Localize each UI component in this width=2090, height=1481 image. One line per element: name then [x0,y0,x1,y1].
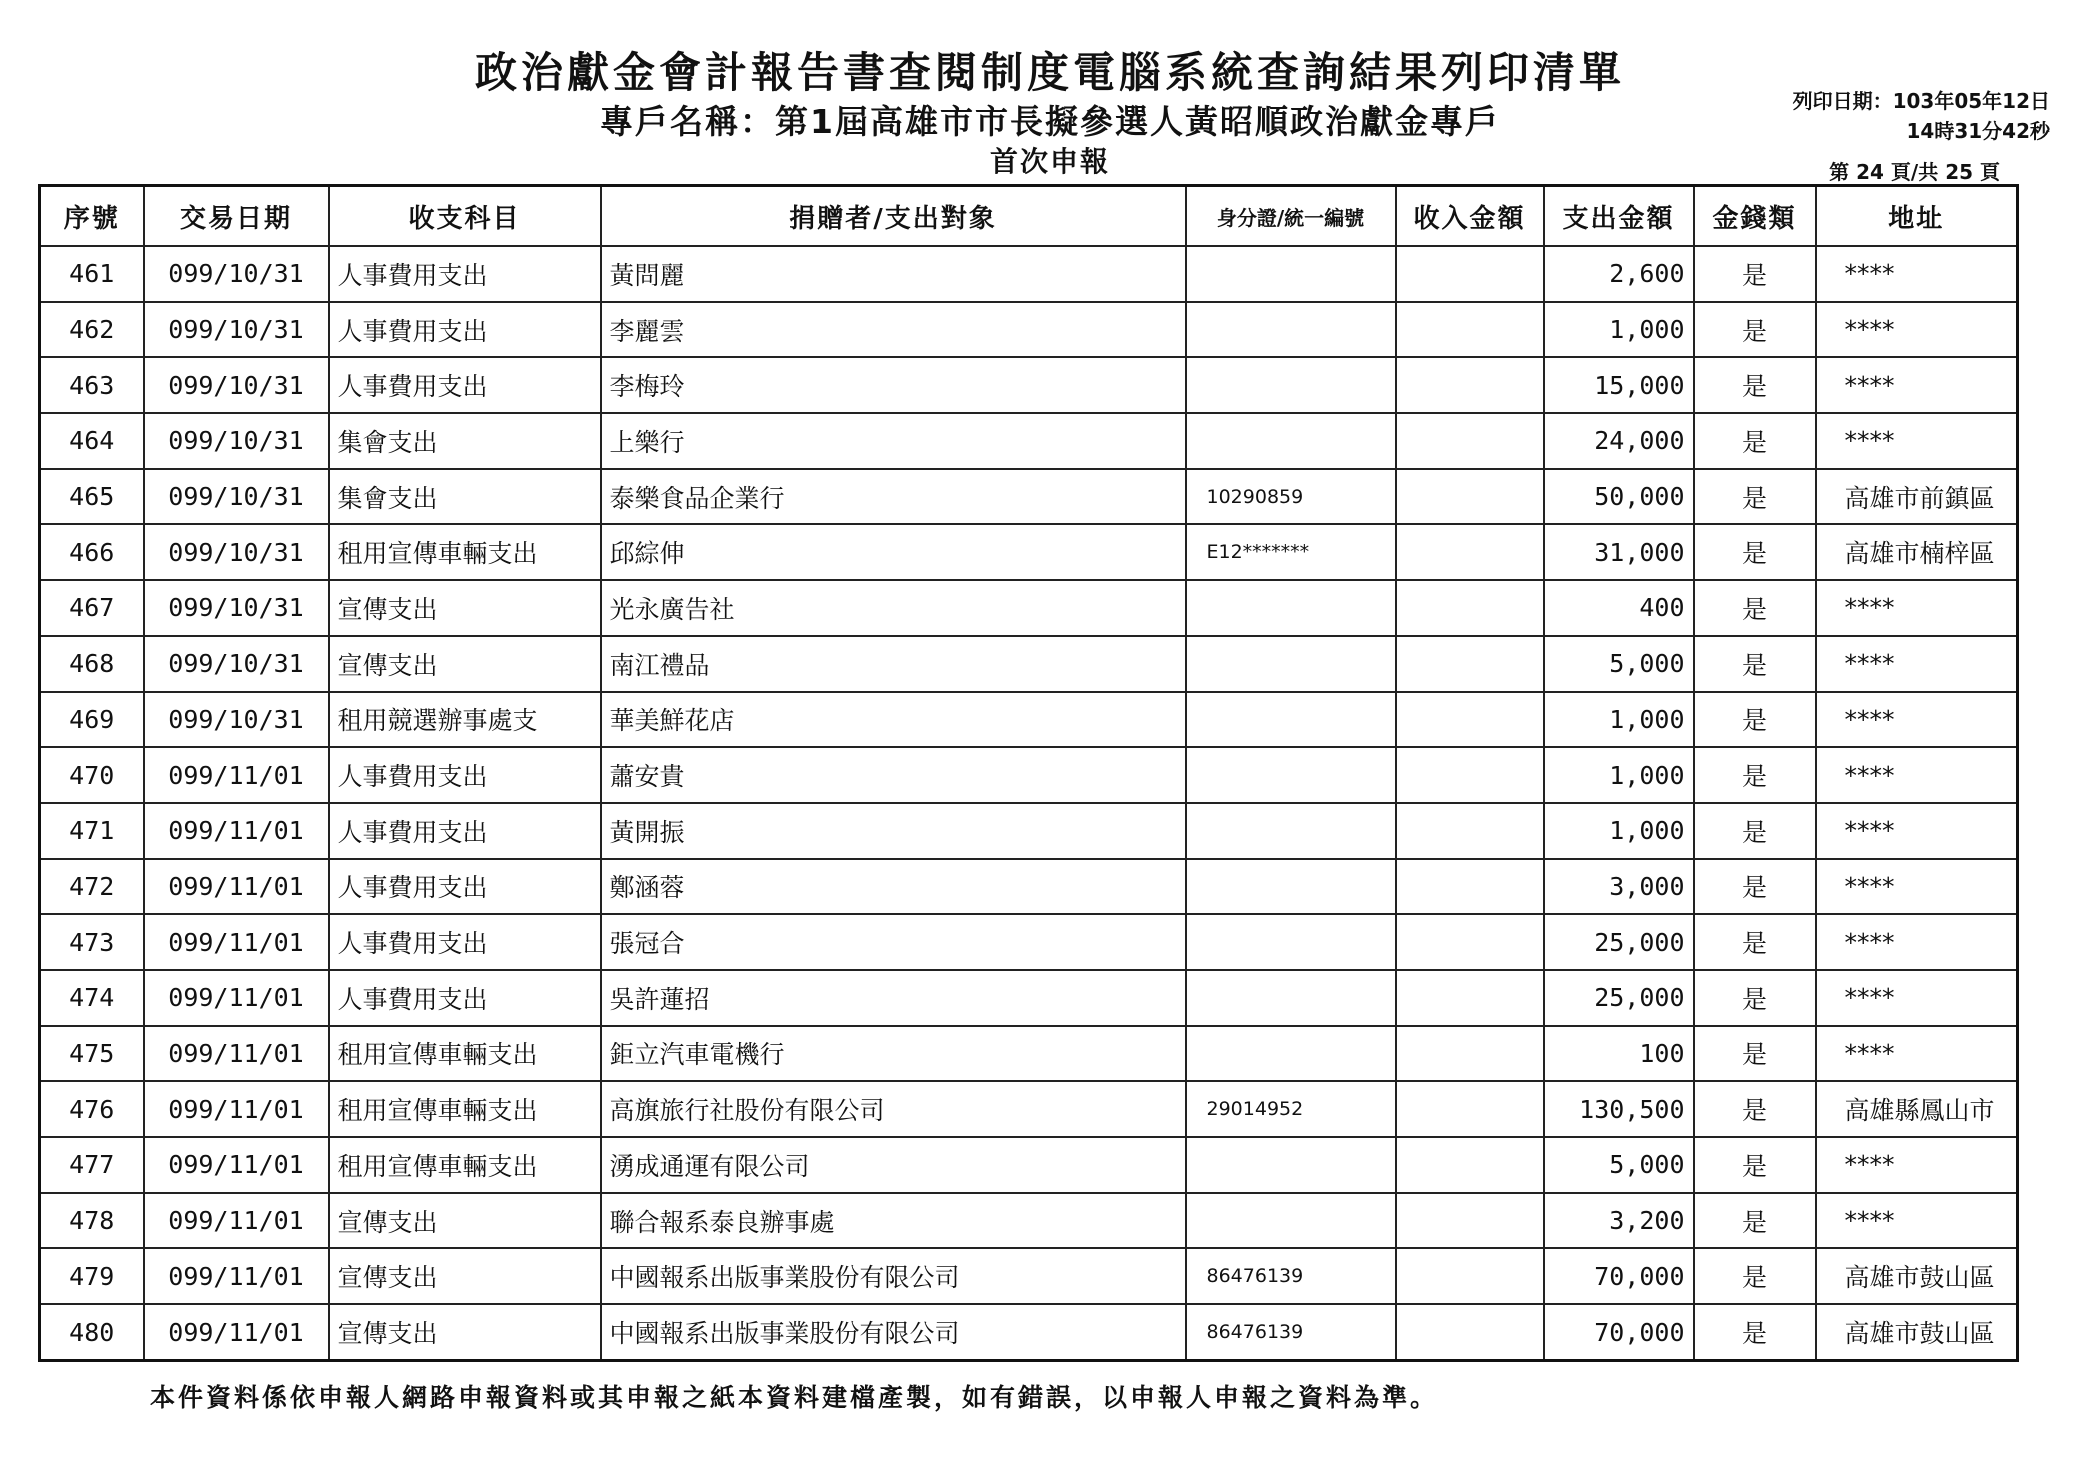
cell-category: 宣傳支出 [329,1248,601,1304]
table-row [40,747,2018,803]
cell-date: 099/11/01 [144,1193,329,1249]
cell-payee: 南江禮品 [601,636,1186,692]
cell-seq: 464 [40,413,144,469]
cell-monetary: 是 [1694,859,1816,915]
table-row [40,1081,2018,1137]
cell-monetary: 是 [1694,1193,1816,1249]
cell-payee: 湧成通運有限公司 [601,1137,1186,1193]
table-row [40,1137,2018,1193]
ledger-body [40,246,2018,1361]
cell-expense: 50,000 [1544,469,1694,525]
cell-income [1396,970,1544,1026]
table-row [40,859,2018,915]
cell-payee: 邱綜伸 [601,524,1186,580]
table-row [40,970,2018,1026]
cell-address: **** [1816,302,2018,358]
table-row [40,803,2018,859]
cell-id [1186,413,1396,469]
cell-seq: 466 [40,524,144,580]
cell-expense: 130,500 [1544,1081,1694,1137]
column-header-date: 交易日期 [144,186,329,247]
cell-address: **** [1816,580,2018,636]
cell-id [1186,970,1396,1026]
cell-date: 099/11/01 [144,803,329,859]
cell-address: **** [1816,803,2018,859]
cell-date: 099/10/31 [144,302,329,358]
cell-id [1186,747,1396,803]
cell-monetary: 是 [1694,524,1816,580]
cell-category: 人事費用支出 [329,747,601,803]
cell-date: 099/11/01 [144,914,329,970]
table-row [40,1248,2018,1304]
cell-expense: 25,000 [1544,970,1694,1026]
cell-expense: 1,000 [1544,747,1694,803]
cell-address: **** [1816,246,2018,302]
cell-monetary: 是 [1694,803,1816,859]
cell-category: 人事費用支出 [329,914,601,970]
ledger-table [38,184,2019,1362]
cell-date: 099/10/31 [144,692,329,748]
cell-address: 高雄市楠梓區 [1816,524,2018,580]
cell-seq: 463 [40,357,144,413]
cell-expense: 3,200 [1544,1193,1694,1249]
cell-id [1186,302,1396,358]
cell-monetary: 是 [1694,580,1816,636]
cell-category: 人事費用支出 [329,246,601,302]
cell-id [1186,246,1396,302]
cell-expense: 1,000 [1544,302,1694,358]
cell-monetary: 是 [1694,246,1816,302]
cell-date: 099/11/01 [144,1304,329,1360]
cell-expense: 24,000 [1544,413,1694,469]
cell-monetary: 是 [1694,747,1816,803]
footer-disclaimer: 本件資料係依申報人網路申報資料或其申報之紙本資料建檔產製，如有錯誤，以申報人申報之資料為準。 [150,1383,1439,1412]
cell-payee: 聯合報系泰良辦事處 [601,1193,1186,1249]
cell-id [1186,636,1396,692]
table-row [40,914,2018,970]
cell-id [1186,580,1396,636]
cell-payee: 吳許蓮招 [601,970,1186,1026]
cell-date: 099/10/31 [144,469,329,525]
cell-category: 租用宣傳車輛支出 [329,1137,601,1193]
cell-seq: 477 [40,1137,144,1193]
cell-payee: 黃問麗 [601,246,1186,302]
column-header-expense: 支出金額 [1544,186,1694,247]
cell-address: 高雄市鼓山區 [1816,1248,2018,1304]
cell-address: **** [1816,1026,2018,1082]
table-row [40,357,2018,413]
cell-income [1396,1304,1544,1360]
cell-payee: 高旗旅行社股份有限公司 [601,1081,1186,1137]
table-row [40,692,2018,748]
cell-payee: 中國報系出版事業股份有限公司 [601,1248,1186,1304]
cell-expense: 3,000 [1544,859,1694,915]
cell-category: 租用宣傳車輛支出 [329,524,601,580]
print-date: 列印日期：103年05年12日 [1792,89,2050,113]
cell-monetary: 是 [1694,469,1816,525]
cell-seq: 461 [40,246,144,302]
cell-monetary: 是 [1694,1137,1816,1193]
cell-expense: 5,000 [1544,636,1694,692]
page-number: 第 24 頁/共 25 頁 [1829,160,2000,184]
cell-payee: 黃開振 [601,803,1186,859]
cell-payee: 鄭涵蓉 [601,859,1186,915]
cell-date: 099/10/31 [144,636,329,692]
cell-address: 高雄市鼓山區 [1816,1304,2018,1360]
cell-income [1396,246,1544,302]
column-header-category: 收支科目 [329,186,601,247]
cell-expense: 70,000 [1544,1248,1694,1304]
cell-payee: 李梅玲 [601,357,1186,413]
cell-seq: 480 [40,1304,144,1360]
cell-income [1396,859,1544,915]
table-row [40,1026,2018,1082]
cell-monetary: 是 [1694,1081,1816,1137]
cell-seq: 462 [40,302,144,358]
cell-seq: 472 [40,859,144,915]
cell-monetary: 是 [1694,413,1816,469]
cell-payee: 泰樂食品企業行 [601,469,1186,525]
cell-expense: 70,000 [1544,1304,1694,1360]
cell-date: 099/10/31 [144,580,329,636]
cell-date: 099/11/01 [144,859,329,915]
cell-address: **** [1816,970,2018,1026]
cell-seq: 478 [40,1193,144,1249]
cell-payee: 中國報系出版事業股份有限公司 [601,1304,1186,1360]
cell-expense: 5,000 [1544,1137,1694,1193]
cell-seq: 471 [40,803,144,859]
column-header-id: 身分證/統一編號 [1186,186,1396,247]
table-row [40,580,2018,636]
cell-seq: 470 [40,747,144,803]
table-row [40,636,2018,692]
cell-id: 10290859 [1186,469,1396,525]
cell-monetary: 是 [1694,636,1816,692]
cell-date: 099/11/01 [144,1248,329,1304]
cell-payee: 上樂行 [601,413,1186,469]
cell-seq: 468 [40,636,144,692]
cell-payee: 張冠合 [601,914,1186,970]
cell-date: 099/11/01 [144,1137,329,1193]
cell-expense: 400 [1544,580,1694,636]
column-header-income: 收入金額 [1396,186,1544,247]
cell-category: 租用宣傳車輛支出 [329,1026,601,1082]
cell-income [1396,1081,1544,1137]
column-header-monetary: 金錢類 [1694,186,1816,247]
cell-income [1396,692,1544,748]
print-time: 14時31分42秒 [1906,119,2050,143]
cell-category: 人事費用支出 [329,803,601,859]
cell-date: 099/10/31 [144,246,329,302]
cell-income [1396,1026,1544,1082]
cell-payee: 李麗雲 [601,302,1186,358]
cell-id [1186,692,1396,748]
cell-income [1396,803,1544,859]
cell-payee: 鉅立汽車電機行 [601,1026,1186,1082]
cell-category: 集會支出 [329,413,601,469]
cell-category: 集會支出 [329,469,601,525]
cell-id: 86476139 [1186,1304,1396,1360]
column-header-seq: 序號 [40,186,144,247]
cell-monetary: 是 [1694,970,1816,1026]
cell-date: 099/10/31 [144,413,329,469]
cell-category: 人事費用支出 [329,859,601,915]
cell-income [1396,1193,1544,1249]
cell-address: **** [1816,692,2018,748]
cell-date: 099/10/31 [144,357,329,413]
print-info [1793,86,2050,146]
cell-address: **** [1816,859,2018,915]
cell-category: 宣傳支出 [329,636,601,692]
table-row [40,302,2018,358]
cell-income [1396,914,1544,970]
cell-category: 人事費用支出 [329,357,601,413]
cell-expense: 15,000 [1544,357,1694,413]
cell-income [1396,747,1544,803]
cell-expense: 1,000 [1544,692,1694,748]
cell-address: **** [1816,413,2018,469]
cell-id [1186,859,1396,915]
cell-category: 人事費用支出 [329,970,601,1026]
column-header-payee: 捐贈者/支出對象 [601,186,1186,247]
column-header-address: 地址 [1816,186,2018,247]
cell-address: 高雄市前鎮區 [1816,469,2018,525]
table-row [40,524,2018,580]
cell-date: 099/11/01 [144,1081,329,1137]
cell-id [1186,1193,1396,1249]
cell-monetary: 是 [1694,1026,1816,1082]
cell-payee: 光永廣告社 [601,580,1186,636]
cell-category: 宣傳支出 [329,580,601,636]
cell-income [1396,580,1544,636]
cell-id [1186,803,1396,859]
cell-seq: 479 [40,1248,144,1304]
cell-monetary: 是 [1694,692,1816,748]
cell-id [1186,357,1396,413]
cell-seq: 474 [40,970,144,1026]
cell-payee: 蕭安貴 [601,747,1186,803]
cell-expense: 2,600 [1544,246,1694,302]
cell-category: 租用競選辦事處支 [329,692,601,748]
cell-expense: 25,000 [1544,914,1694,970]
cell-monetary: 是 [1694,914,1816,970]
table-row [40,1304,2018,1360]
table-header-row [40,186,2018,247]
cell-id: 86476139 [1186,1248,1396,1304]
cell-id: 29014952 [1186,1081,1396,1137]
cell-seq: 465 [40,469,144,525]
table-row [40,469,2018,525]
cell-date: 099/11/01 [144,747,329,803]
cell-income [1396,1137,1544,1193]
cell-category: 宣傳支出 [329,1304,601,1360]
cell-monetary: 是 [1694,1248,1816,1304]
cell-seq: 467 [40,580,144,636]
cell-address: 高雄縣鳳山市 [1816,1081,2018,1137]
cell-income [1396,413,1544,469]
cell-monetary: 是 [1694,302,1816,358]
cell-address: **** [1816,357,2018,413]
cell-date: 099/11/01 [144,970,329,1026]
cell-seq: 473 [40,914,144,970]
table-row [40,413,2018,469]
cell-date: 099/10/31 [144,524,329,580]
cell-monetary: 是 [1694,357,1816,413]
cell-category: 宣傳支出 [329,1193,601,1249]
cell-address: **** [1816,747,2018,803]
cell-monetary: 是 [1694,1304,1816,1360]
cell-date: 099/11/01 [144,1026,329,1082]
cell-income [1396,1248,1544,1304]
cell-income [1396,357,1544,413]
cell-id [1186,1137,1396,1193]
cell-payee: 華美鮮花店 [601,692,1186,748]
cell-id [1186,914,1396,970]
cell-category: 人事費用支出 [329,302,601,358]
cell-address: **** [1816,914,2018,970]
cell-income [1396,302,1544,358]
cell-id [1186,1026,1396,1082]
cell-expense: 31,000 [1544,524,1694,580]
cell-income [1396,524,1544,580]
table-row [40,246,2018,302]
cell-expense: 1,000 [1544,803,1694,859]
table-row [40,1193,2018,1249]
cell-income [1396,469,1544,525]
cell-income [1396,636,1544,692]
document-title: 政治獻金會計報告書查閱制度電腦系統查詢結果列印清單 [474,48,1625,97]
account-name: 專戶名稱：第1屆高雄市市長擬參選人黃昭順政治獻金專戶 [600,102,1500,141]
cell-id: E12******* [1186,524,1396,580]
cell-address: **** [1816,1137,2018,1193]
report-type: 首次申報 [989,145,1110,178]
cell-category: 租用宣傳車輛支出 [329,1081,601,1137]
cell-address: **** [1816,636,2018,692]
cell-seq: 476 [40,1081,144,1137]
cell-seq: 469 [40,692,144,748]
cell-expense: 100 [1544,1026,1694,1082]
cell-seq: 475 [40,1026,144,1082]
cell-address: **** [1816,1193,2018,1249]
